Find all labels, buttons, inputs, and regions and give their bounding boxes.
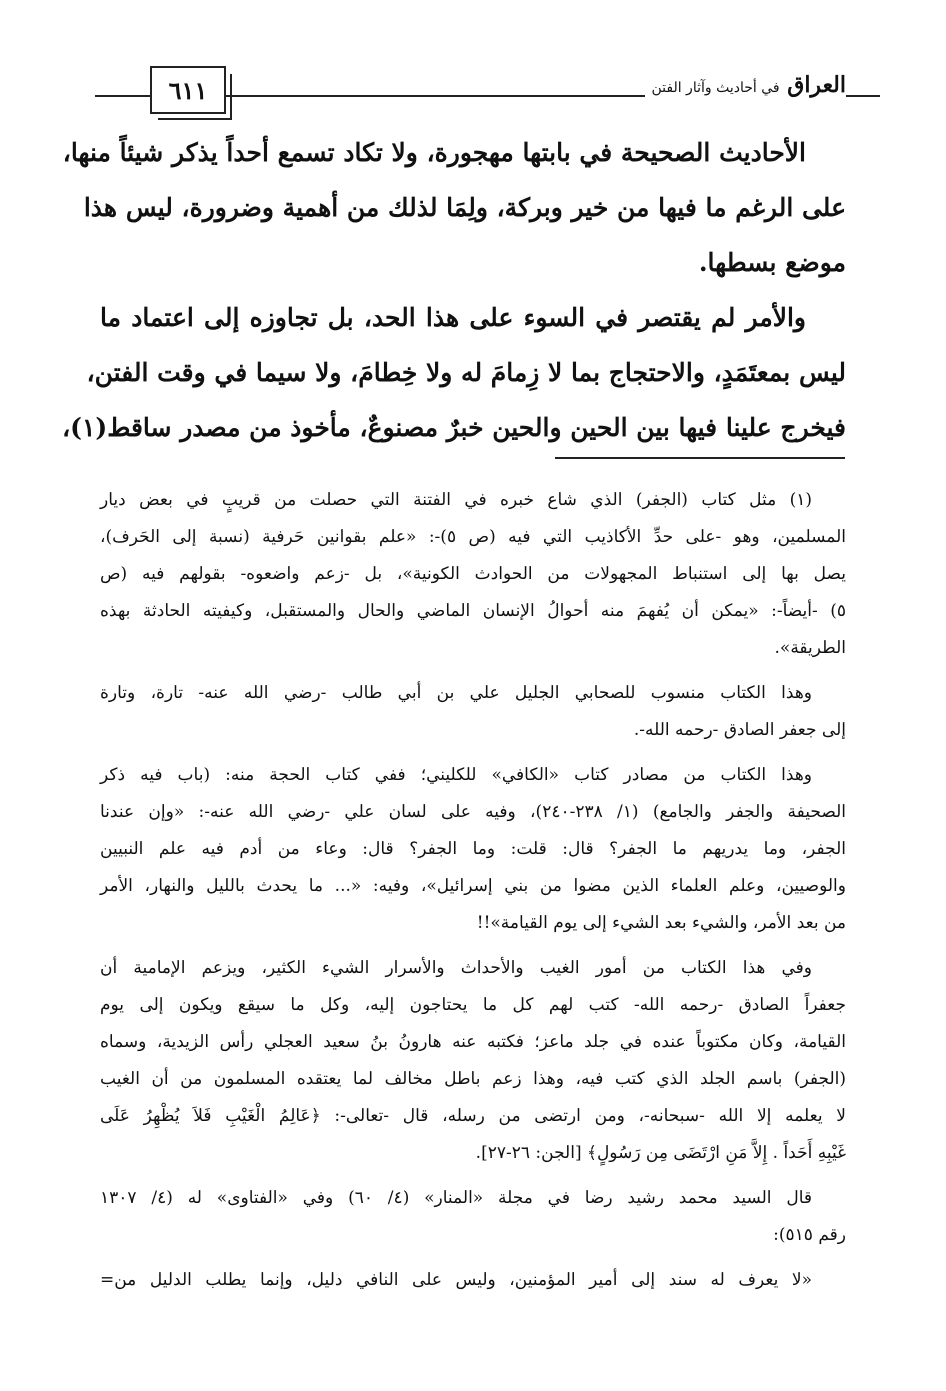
- text-line: الطريقة».: [774, 638, 846, 658]
- main-text: [62, 125, 846, 455]
- text-line: فيخرج علينا فيها بين الحين والحين خبرٌ مصنوعٌ، مأخوذ من مصدر ساقط(١)،: [62, 413, 846, 442]
- text-line: الجفر، وما يدريهم ما الجفر؟ قال: قلت: وما الجفر؟ قال: وعاء من أدم فيه علم النبيين: [100, 839, 846, 859]
- text-line: (الجفر) باسم الجلد الذي كتب فيه، وهذا زعم باطل مخالف لما يعتقده المسلمون من أن الغيب: [100, 1069, 846, 1089]
- footnote-paragraph: [100, 675, 846, 749]
- text-line: لا يعلمه إلا الله -سبحانه-، ومن ارتضى من رسله، قال -تعالى-: ﴿عَالِمُ الْغَيْبِ فَلاَ يُظْهِرُ عَلَى: [100, 1106, 846, 1126]
- text-line: القيامة، وكان مكتوباً عنده في جلد ماعز؛ فكتبه عنه هارونُ بنُ سعيد العجلي رأس الزيدية، وسماه: [100, 1032, 846, 1052]
- text-line: والوصيين، وعلم العلماء الذين مضوا من بني إسرائيل»، وفيه: «... ما يحدث بالليل والنهار، الأمر: [100, 876, 846, 896]
- footnote-paragraph: [100, 482, 846, 667]
- text-line: قال السيد محمد رشيد رضا في مجلة «المنار» (٤/ ٦٠) وفي «الفتاوى» له (٤/ ١٣٠٧: [100, 1188, 813, 1208]
- text-line: المسلمين، وهو -على حدِّ الأكاذيب التي فيه (ص ٥)-: «علم بقوانين حَرفية (نسبة إلى الحَرف)،: [100, 527, 846, 547]
- text-line: الصحيفة والجفر والجامع) (١/ ٢٣٨-٢٤٠)، وفيه على لسان علي -رضي الله عنه-: «وإن عندنا: [100, 802, 846, 822]
- text-line: والأمر لم يقتصر في السوء على هذا الحد، بل تجاوزه إلى اعتماد ما: [100, 303, 806, 332]
- footnote-paragraph: [100, 1262, 846, 1299]
- text-line: وهذا الكتاب من مصادر كتاب «الكافي» للكليني؛ ففي كتاب الحجة منه: (باب فيه ذكر: [100, 765, 812, 785]
- text-line: على الرغم ما فيها من خير وبركة، ولِمَا لذلك من أهمية وضرورة، ليس هذا: [83, 193, 846, 222]
- text-line: من بعد الأمر، والشيء بعد الشيء إلى يوم القيامة»!!: [476, 913, 846, 933]
- text-line: موضع بسطها.: [698, 248, 846, 277]
- footnote-separator: [555, 457, 845, 459]
- text-line: جعفراً الصادق -رحمه الله- كتب لهم كل ما يحتاجون إليه، وكل ما سيقع ويكون إلى يوم: [100, 995, 846, 1015]
- footnote-paragraph: [100, 757, 846, 942]
- page-number: ٦١١: [150, 66, 226, 114]
- text-line: وفي هذا الكتاب من أمور الغيب والأحداث والأسرار الشيء الكثير، ويزعم الإمامية أن: [100, 958, 812, 978]
- text-line: غَيْبِهِ أَحَداً . إِلاَّ مَنِ ارْتَضَى مِن رَسُولٍ﴾ [الجن: ٢٦-٢٧].: [475, 1143, 846, 1163]
- text-line: ليس بمعتَمَدٍ، والاحتجاج بما لا زِمامَ له ولا خِطامَ، ولا سيما في وقت الفتن،: [86, 358, 846, 387]
- text-line: يصل بها إلى استنباط المجهولات من الحوادث الكونية»، بل -زعم واضعوه- بقولهم فيه (ص: [100, 564, 846, 584]
- text-line: وهذا الكتاب منسوب للصحابي الجليل علي بن أبي طالب -رضي الله عنه- تارة، وتارة: [100, 683, 812, 703]
- text-line: الأحاديث الصحيحة في بابتها مهجورة، ولا تكاد تسمع أحداً يذكر شيئاً منها،: [62, 138, 806, 167]
- footnote-paragraph: [100, 950, 846, 1172]
- text-line: رقم ٥١٥):: [773, 1225, 846, 1245]
- text-line: ٥) -أيضاً-: «يمكن أن يُفهمَ منه أحوالُ الإنسان الماضي والحال والمستقبل، وكيفيته الحادثة بهذه: [100, 601, 846, 621]
- text-line: (١) مثل كتاب (الجفر) الذي شاع خبره في الفتنة التي حصلت من قريبٍ في بعض ديار: [100, 490, 812, 510]
- footnotes: [100, 482, 846, 1307]
- body-paragraph: [62, 125, 846, 290]
- text-line: «لا يعرف له سند إلى أمير المؤمنين، وليس على النافي دليل، وإنما يطلب الدليل من=: [100, 1270, 812, 1290]
- book-subtitle: في أحاديث وآثار الفتن: [651, 80, 780, 96]
- text-line: إلى جعفر الصادق -رحمه الله-.: [633, 720, 846, 740]
- footnote-paragraph: [100, 1180, 846, 1254]
- body-paragraph: [62, 290, 846, 455]
- running-title: [645, 72, 846, 98]
- book-title: العراق: [787, 72, 846, 98]
